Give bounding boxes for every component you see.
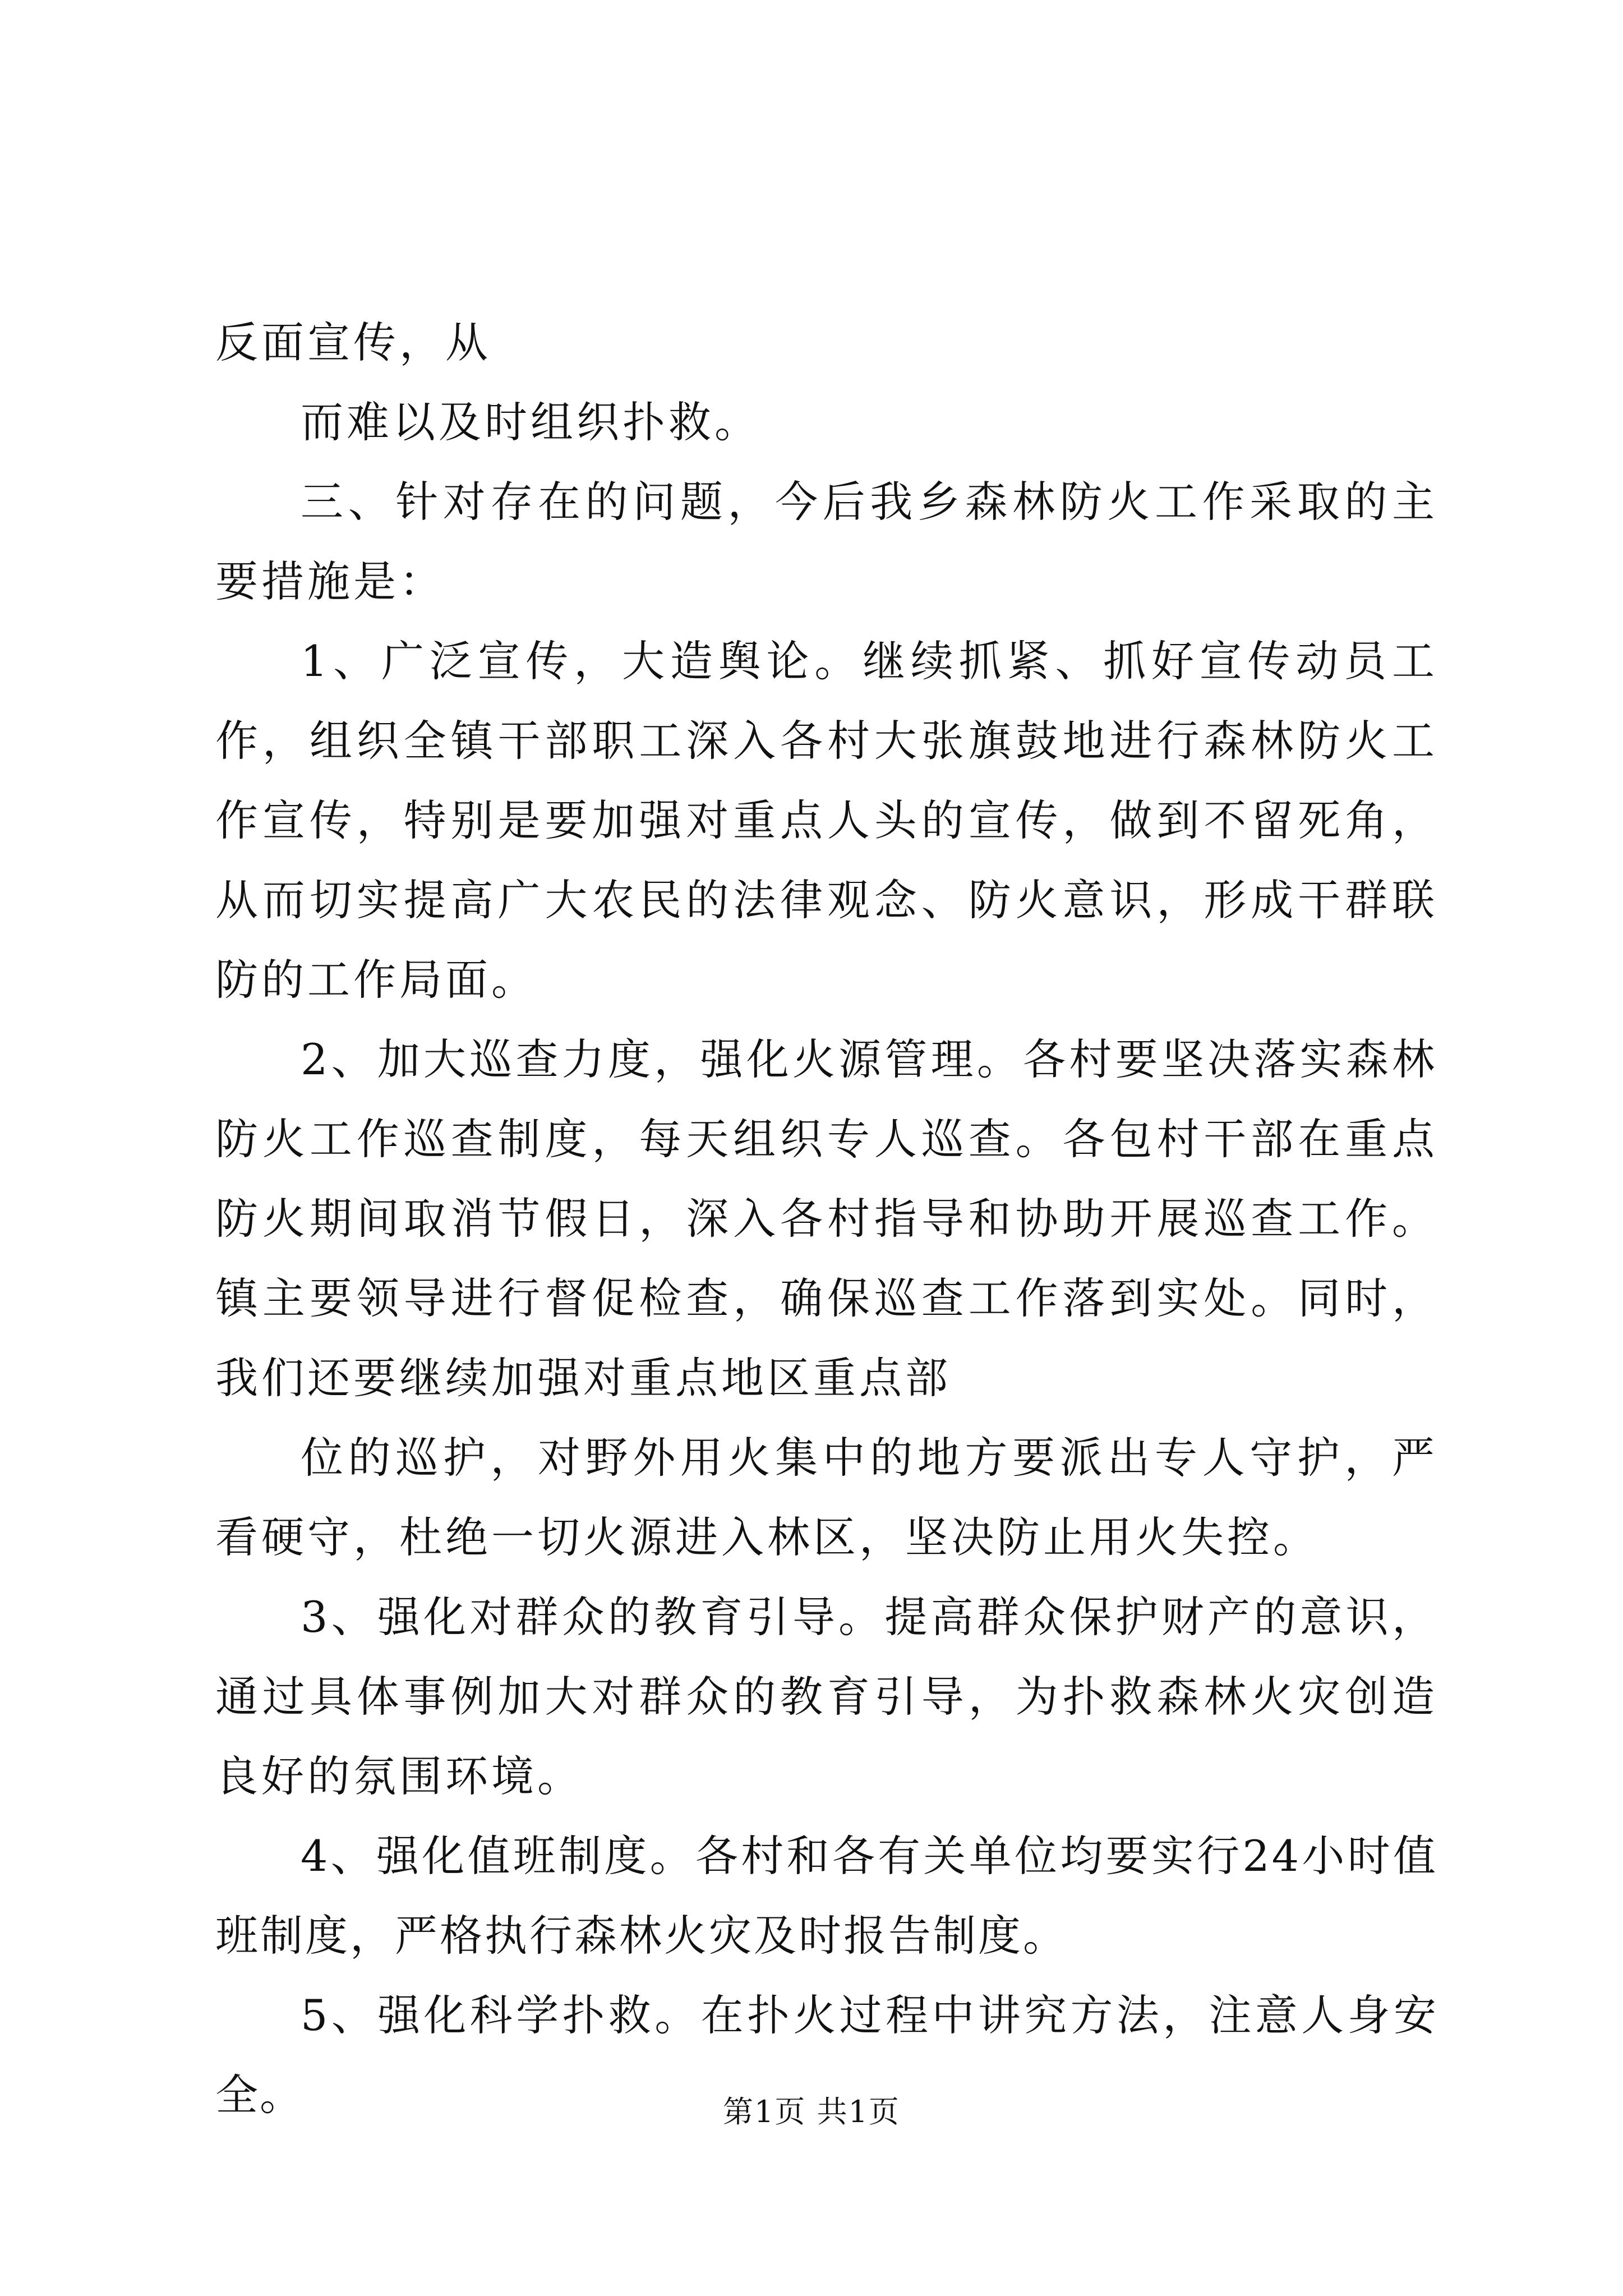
paragraph-4-item-1: 1、广泛宣传，大造舆论。继续抓紧、抓好宣传动员工作，组织全镇干部职工深入各村大张旗鼓地进行森林防火工作宣传，特别是要加强对重点人头的宣传，做到不留死角，从而切实提高广大农民的法律观念、防火意识，形成干群联防的工作局面。 [215,636,1438,1005]
paragraph-1: 反面宣传，从 [215,318,491,367]
paragraph-8-item-4: 4、强化值班制度。各村和各有关单位均要实行24小时值班制度，严格执行森林火灾及时报告制度。 [215,1831,1438,1961]
document-body [215,303,1438,2135]
paragraph-3-heading: 三、针对存在的问题，今后我乡森林防火工作采取的主要措施是： [215,477,1438,606]
paragraph-7-item-3: 3、强化对群众的教育引导。提高群众保护财产的意识，通过具体事例加大对群众的教育引导，为扑救森林火灾创造良好的氛围环境。 [215,1592,1438,1801]
paragraph-2: 而难以及时组织扑救。 [301,397,760,447]
page-footer: 第1页 共1页 [723,2094,900,2129]
paragraph-6: 位的巡护，对野外用火集中的地方要派出专人守护，严看硬守，杜绝一切火源进入林区，坚决防止用火失控。 [215,1433,1438,1562]
paragraph-9-item-5: 5、强化科学扑救。在扑火过程中讲究方法，注意人身安全。 [215,1990,1438,2120]
paragraph-5-item-2: 2、加大巡查力度，强化火源管理。各村要坚决落实森林防火工作巡查制度，每天组织专人巡查。各包村干部在重点防火期间取消节假日，深入各村指导和协助开展巡查工作。镇主要领导进行督促检查，确保巡查工作落到实处。同时，我们还要继续加强对重点地区重点部 [215,1034,1438,1403]
